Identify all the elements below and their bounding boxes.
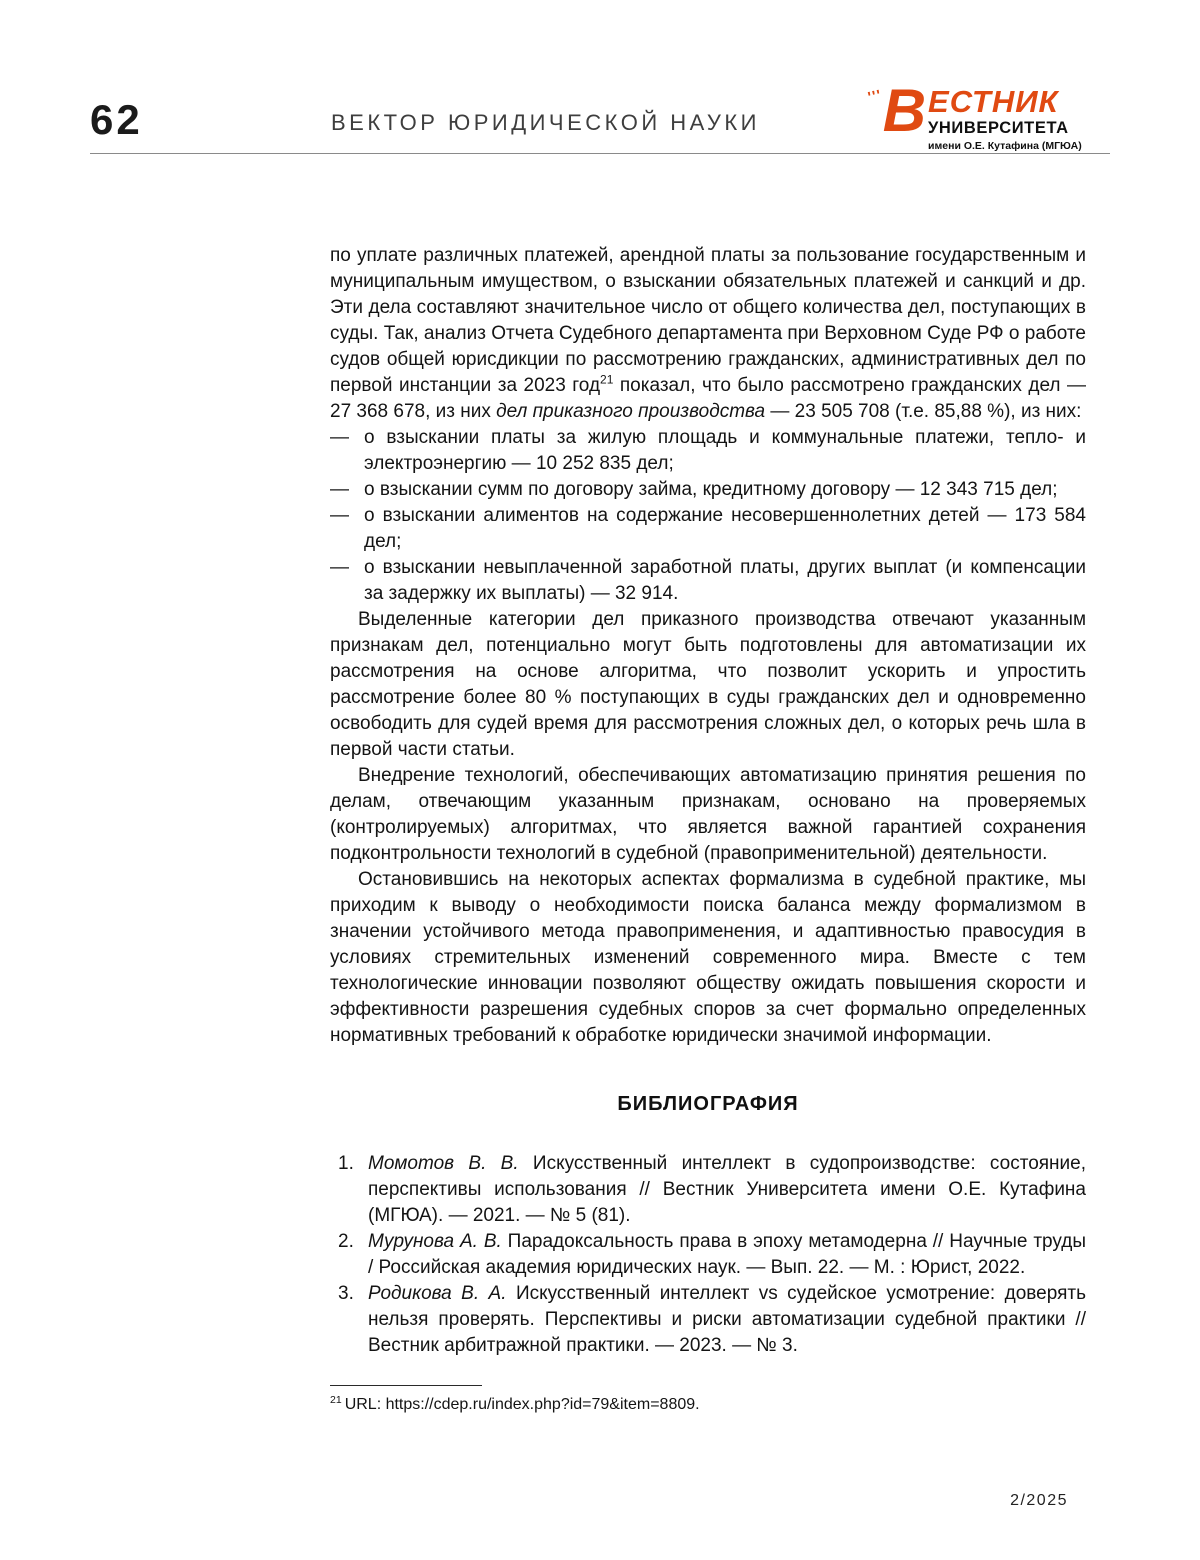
list-item — [330, 425, 1086, 477]
footnote-divider — [330, 1385, 482, 1386]
logo-word: ЕСТНИК — [928, 84, 1059, 119]
dash-marker: — — [330, 427, 349, 448]
journal-logo — [866, 77, 1082, 152]
list-item-text: о взыскании невыплаченной заработной платы, других выплат (и компенсации за задержку их выплаты) — 32 914. — [364, 557, 1086, 604]
running-head: ВЕКТОР ЮРИДИЧЕСКОЙ НАУКИ — [331, 110, 760, 135]
list-item-text: о взыскании сумм по договору займа, кредитному договору — 12 343 715 дел; — [364, 479, 1058, 500]
bibliography-list — [330, 1151, 1086, 1359]
paragraph-2: Выделенные категории дел приказного производства отвечают указанным признакам дел, потенциально могут быть подготовлены для автоматизации их рассмотрения на основе алгоритма, что позволит ускорить и упростить рассмотрение более 80 % поступающих в суды гражданских дел и одновременно освободить для судей время для рассмотрения сложных дел, о которых речь шла в первой части статьи. — [330, 609, 1086, 760]
logo-quote-marks-icon: ''' — [866, 86, 884, 107]
logo-subtitle: имени О.Е. Кутафина (МГЮА) — [928, 140, 1082, 152]
bibliography-author: Родикова В. А. — [368, 1283, 507, 1304]
logo-text-block — [928, 86, 1082, 152]
footnote-block — [330, 1385, 1086, 1416]
paragraph-text: по уплате различных платежей, арендной платы за пользование государственным и муниципальным имуществом, о взыскании обязательных платежей и санкций и др. Эти дела составляют значительное число от общего количества дел, поступающих в суды. Так, анализ Отчета Судебного департамента при Верховном Суде РФ о работе судов общей юрисдикции по рассмотрению гражданских, административных дел по первой инстанции за 2023 год — [330, 245, 1086, 396]
text-column — [330, 243, 1086, 1416]
issue-number: 2/2025 — [1010, 1492, 1068, 1509]
bibliography-item-number: 3. — [338, 1283, 354, 1304]
paragraph-1 — [330, 243, 1086, 425]
paragraph-text: — 23 505 708 (т.е. 85,88 %), из них: — [765, 401, 1082, 422]
dash-list — [330, 425, 1086, 607]
paragraph-italic: дел приказного производства — [496, 401, 766, 422]
list-item — [330, 477, 1086, 503]
bibliography-item — [330, 1151, 1086, 1229]
footnote-text — [330, 1394, 1086, 1416]
list-item — [330, 555, 1086, 607]
paragraph-text: показал, что было рассмотрено гражданских дел — 27 368 678, из них — [330, 375, 1087, 422]
footnote-number: 21 — [330, 1393, 342, 1406]
bibliography-author: Момотов В. В. — [368, 1153, 519, 1174]
dash-marker: — — [330, 505, 349, 526]
bibliography-item-text: Искусственный интеллект в судопроизводстве: состояние, перспективы использования // Вестник Университета имени О.Е. Кутафина (МГЮА). — 2021. — № 5 (81). — [368, 1153, 1087, 1226]
list-item — [330, 503, 1086, 555]
footnote-ref: 21 — [600, 372, 614, 387]
bibliography-item-number: 1. — [338, 1153, 354, 1174]
list-item-text: о взыскании алиментов на содержание несовершеннолетних детей — 173 584 дел; — [364, 505, 1086, 552]
bibliography-item-text: Искусственный интеллект vs судейское усмотрение: доверять нельзя проверять. Перспективы и риски автоматизации судебной практики // Вестник арбитражной практики. — 2023. — № 3. — [368, 1283, 1086, 1356]
footnote-url: URL: https://cdep.ru/index.php?id=79&item=8809. — [344, 1396, 700, 1413]
bibliography-item-text: Парадоксальность права в эпоху метамодерна // Научные труды / Российская академия юридических наук. — Вып. 22. — М. : Юрист, 2022. — [368, 1231, 1086, 1278]
bibliography-item — [330, 1229, 1086, 1281]
bibliography-heading: БИБЛИОГРАФИЯ — [617, 1093, 799, 1115]
logo-university: УНИВЕРСИТЕТА — [928, 119, 1069, 137]
paragraph-3: Внедрение технологий, обеспечивающих автоматизацию принятия решения по делам, отвечающим указанным признакам, основано на проверяемых (контролируемых) алгоритмах, что является важной гарантией сохранения подконтрольности технологий в судебной (правоприменительной) деятельности. — [330, 765, 1086, 864]
logo-letter: В — [882, 77, 927, 144]
dash-marker: — — [330, 557, 349, 578]
header-divider — [90, 153, 1110, 154]
bibliography-author: Мурунова А. В. — [368, 1231, 502, 1252]
list-item-text: о взыскании платы за жилую площадь и коммунальные платежи, тепло- и электроэнергию — 10 252 835 дел; — [364, 427, 1086, 474]
bibliography-item — [330, 1281, 1086, 1359]
dash-marker: — — [330, 479, 349, 500]
page-number: 62 — [90, 96, 143, 143]
bibliography-item-number: 2. — [338, 1231, 354, 1252]
paragraph-4: Остановившись на некоторых аспектах формализма в судебной практике, мы приходим к выводу о необходимости поиска баланса между формализмом в значении устойчивого метода правоприменения, и адаптивностью правосудия в условиях стремительных изменений современного мира. Вместе с тем технологические инновации позволяют обществу ожидать повышения скорости и эффективности разрешения судебных споров за счет формально определенных нормативных требований к обработке юридически значимой информации. — [330, 869, 1086, 1046]
